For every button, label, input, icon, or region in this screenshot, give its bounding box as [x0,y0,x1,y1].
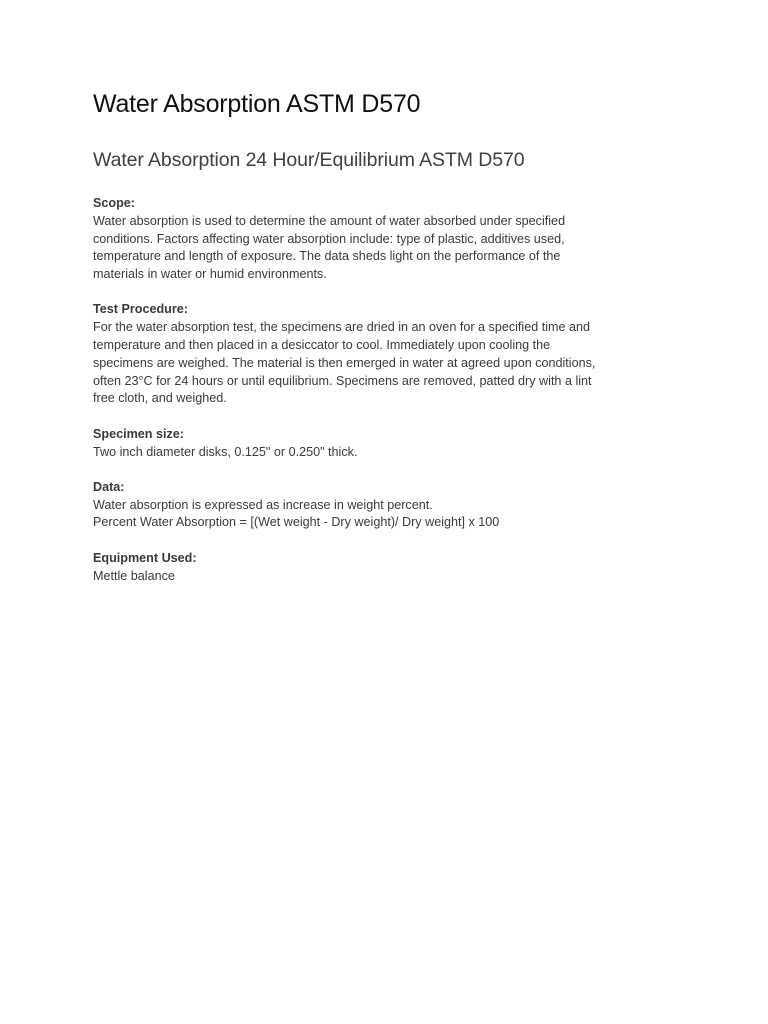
section-data [93,479,673,532]
section-specimen-size [93,426,673,462]
section-line: specimens are weighed. The material is then emerged in water at agreed upon conditions, [93,355,596,370]
section-line: Water absorption is used to determine the amount of water absorbed under specified [93,213,566,228]
section-line: often 23°C for 24 hours or until equilibrium. Specimens are removed, patted dry with a lint [93,373,592,388]
section-heading-scope: Scope: [93,196,135,210]
section-equipment-used [93,550,673,586]
section-line: temperature and then placed in a desiccator to cool. Immediately upon cooling the [93,338,551,353]
section-heading-test-procedure: Test Procedure: [93,302,188,317]
section-line: Two inch diameter disks, 0.125" or 0.250" thick. [93,444,358,459]
section-heading-data: Data: [93,479,125,494]
section-heading-specimen-size: Specimen size: [93,426,184,441]
document-page [93,86,673,603]
section-test-procedure [93,301,673,408]
section-scope [93,195,673,284]
section-heading-equipment-used: Equipment Used: [93,550,197,565]
document-sections [93,195,673,585]
section-line: free cloth, and weighed. [93,391,227,406]
section-line: materials in water or humid environments. [93,267,327,282]
section-line: Mettle balance [93,568,175,583]
section-line: For the water absorption test, the specimens are dried in an oven for a specified time and [93,320,591,335]
document-subtitle: Water Absorption 24 Hour/Equilibrium ASTM D570 [93,149,525,171]
section-line: Percent Water Absorption = [(Wet weight - Dry weight)/ Dry weight] x 100 [93,515,500,530]
section-line: conditions. Factors affecting water absorption include: type of plastic, additives used, [93,231,565,246]
section-line: Water absorption is expressed as increase in weight percent. [93,497,433,512]
document-title: Water Absorption ASTM D570 [93,90,421,118]
section-line: temperature and length of exposure. The data sheds light on the performance of the [93,249,561,264]
